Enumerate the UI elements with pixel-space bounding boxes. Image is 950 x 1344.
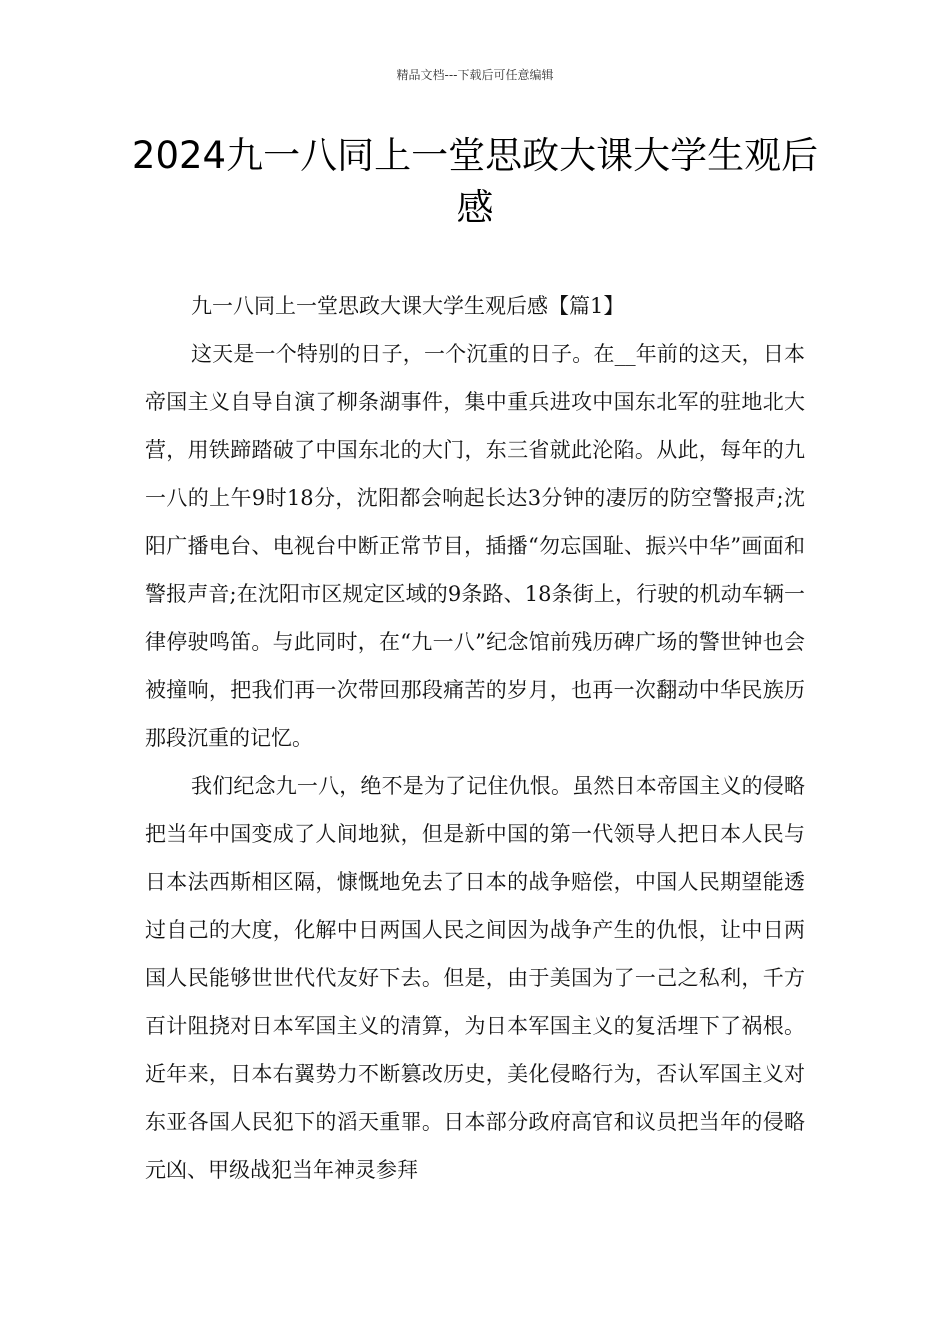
body-paragraph-1: 这天是一个特别的日子，一个沉重的日子。在__年前的这天，日本帝国主义自导自演了柳条湖事件，集中重兵进攻中国东北军的驻地北大营，用铁蹄踏破了中国东北的大门，东三省就此沦陷。从此，每年的九一八的上午9时18分，沈阳都会响起长达3分钟的凄厉的防空警报声;沈阳广播电台、电视台中断正常节目，插播“勿忘国耻、振兴中华”画面和警报声音;在沈阳市区规定区域的9条路、18条街上，行驶的机动车辆一律停驶鸣笛。与此同时，在“九一八”纪念馆前残历碑广场的警世钟也会被撞响，把我们再一次带回那段痛苦的岁月，也再一次翻动中华民族历那段沉重的记忆。 (145, 342, 805, 750)
body-paragraph-2: 我们纪念九一八，绝不是为了记住仇恨。虽然日本帝国主义的侵略把当年中国变成了人间地狱，但是新中国的第一代领导人把日本人民与日本法西斯相区隔，慷慨地免去了日本的战争赔偿，中国人民期望能透过自己的大度，化解中日两国人民之间因为战争产生的仇恨，让中日两国人民能够世世代代友好下去。但是，由于美国为了一己之私利，千方百计阻挠对日本军国主义的清算，为日本军国主义的复活埋下了祸根。近年来，日本右翼势力不断篡改历史，美化侵略行为，否认军国主义对东亚各国人民犯下的滔天重罪。日本部分政府高官和议员把当年的侵略元凶、甲级战犯当年神灵参拜 (145, 774, 805, 1182)
section-heading: 九一八同上一堂思政大课大学生观后感【篇1】 (191, 294, 625, 318)
document-title: 2024九一八同上一堂思政大课大学生观后感 (131, 134, 819, 229)
document-body (145, 282, 805, 1194)
page-header: 精品文档---下载后可任意编辑 (396, 68, 554, 82)
